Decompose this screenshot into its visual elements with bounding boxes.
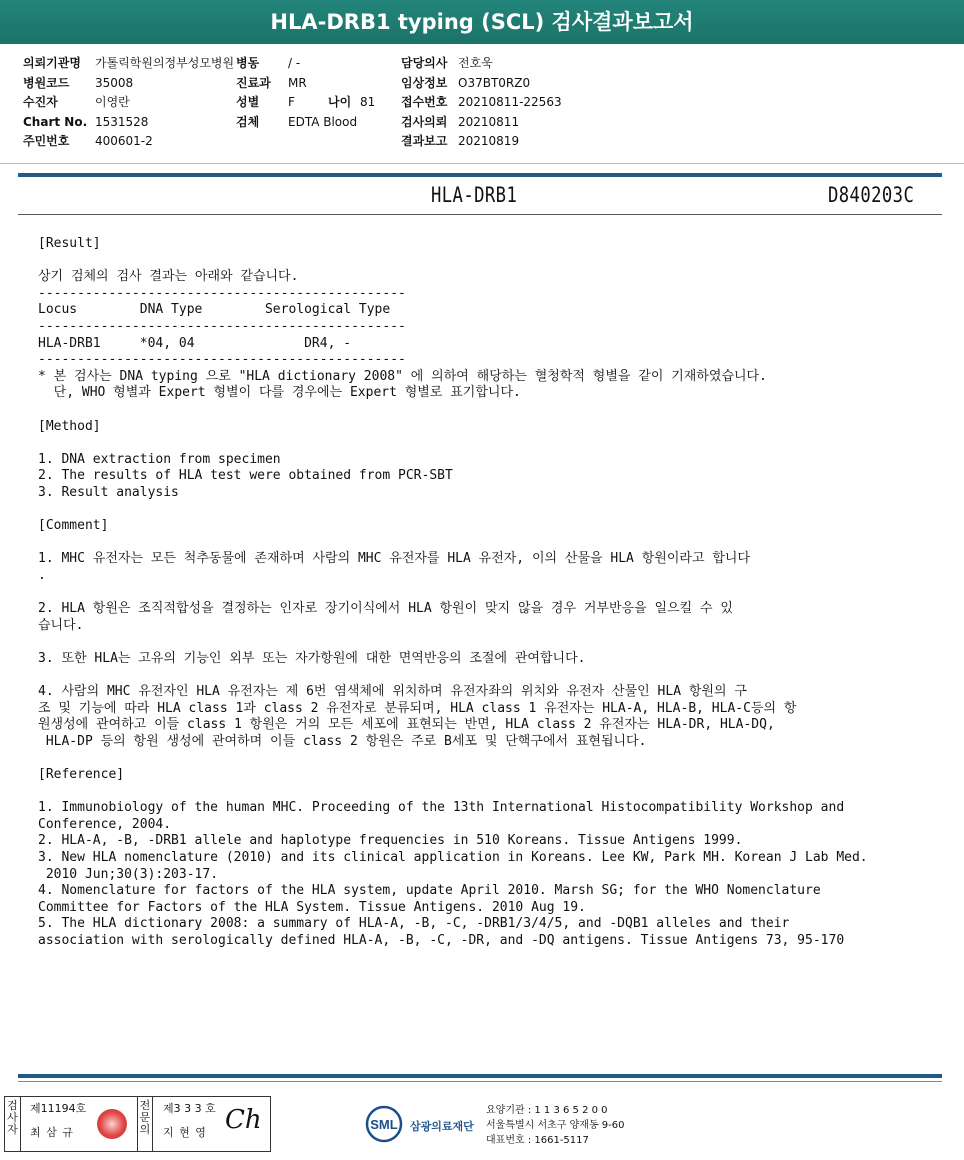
info-row-accession-no xyxy=(401,93,562,113)
info-row-specimen xyxy=(236,113,375,133)
info-row-ward xyxy=(236,54,375,74)
tester-license: 제11194호 xyxy=(30,1102,87,1115)
info-value: 전호욱 xyxy=(458,56,493,70)
specialist-label xyxy=(137,1097,153,1151)
info-value: MR xyxy=(288,75,307,90)
tester-label-text: 검사자 xyxy=(7,1099,18,1136)
info-value: / - xyxy=(288,56,301,70)
info-value: 20210811 xyxy=(458,114,520,129)
info-label: 수진자 xyxy=(23,95,58,109)
report-body: [Result] 상기 검체의 검사 결과는 아래와 같습니다. ----------------------------------------------- Locus DNA Type Serological Type ----------------------------------------------- HLA-DRB1 *04, 04 DR4, - ----------------------------------------------- * 본 검사는 DNA typing 으로 "HLA dictionary 2008" 에 의하여 해당하는 혈청학적 형별을 같이 기재하였습니다. 단, WHO 형별과 Expert 형별이 다를 경우에는 Expert 형별로 표기합니다. [Method] 1. DNA extraction from specimen 2. The results of HLA test were obtained from PCR-SBT 3. Result analysis [Comment] 1. MHC 유전자는 모든 척추동물에 존재하며 사람의 MHC 유전자를 HLA 유전자, 이의 산물을 HLA 항원이라고 합니다 . 2. HLA 항원은 조직적합성을 결정하는 인자로 장기이식에서 HLA 항원이 맞지 않을 경우 거부반응을 일으킬 수 있 습니다. 3. 또한 HLA는 고유의 기능인 외부 또는 자가항원에 대한 면역반응의 조절에 관여합니다. 4. 사람의 MHC 유전자인 HLA 유전자는 제 6번 염색체에 위치하며 유전자좌의 위치와 유전자 산물인 HLA 항원의 구 조 및 기능에 따라 HLA class 1과 class 2 유전자로 분류되며, HLA class 1 유전자는 HLA-A, HLA-B, HLA-C등의 항 원생성에 관여하고 이들 class 1 항원은 거의 모든 세포에 표현되는 반면, HLA class 2 유전자는 HLA-DR, HLA-DQ, HLA-DP 등의 항원 생성에 관여하며 이들 class 2 항원은 주로 B세포 및 단핵구에서 표현됩니다. [Reference] 1. Immunobiology of the human MHC. Proceeding of the 13th International Histocompatibility Workshop and Conference, 2004. 2. HLA-A, -B, -DRB1 allele and haplotype frequencies in 510 Koreans. Tissue Antigens 1999. 3. New HLA nomenclature (2010) and its clinical application in Koreans. Lee KW, Park MH. Korean J Lab Med. 2010 Jun;30(3):203-17. 4. Nomenclature for factors of the HLA system, update April 2010. Marsh SG; for the WHO Nomenclature Committee for Factors of the HLA System. Tissue Antigens. 2010 Aug 19. 5. The HLA dictionary 2008: a summary of HLA-A, -B, -C, -DRB1/3/4/5, and -DQB1 alleles and their association with serologically defined HLA-A, -B, -C, -DR, and -DQ antigens. Tissue Antigens 73, 95-170 xyxy=(38,236,868,948)
age-label: 나이 xyxy=(328,95,352,109)
info-value: 1531528 xyxy=(95,114,149,129)
specialist-license: 제3 3 3 호 xyxy=(163,1102,216,1115)
signature-box xyxy=(4,1096,271,1152)
info-label: 성별 xyxy=(236,95,260,109)
info-value: 400601-2 xyxy=(95,134,153,148)
info-row-request-date xyxy=(401,113,562,133)
report-test-name: HLA-DRB1 xyxy=(431,183,518,207)
info-value: O37BT0RZ0 xyxy=(458,75,531,90)
info-separator xyxy=(0,163,964,164)
info-label: 병동 xyxy=(236,56,260,70)
report-title: HLA-DRB1 typing (SCL) 검사결과보고서 xyxy=(270,10,694,34)
report-title-banner xyxy=(0,0,964,44)
info-label: 임상정보 xyxy=(401,75,448,90)
info-label: 접수번호 xyxy=(401,95,448,109)
info-row-report-date xyxy=(401,132,562,152)
info-column-3 xyxy=(401,54,562,152)
info-row-requesting-institution xyxy=(23,54,234,74)
info-label: 결과보고 xyxy=(401,134,448,148)
info-label: 진료과 xyxy=(236,75,271,90)
info-row-chart-no xyxy=(23,113,234,133)
info-row-clinical-info xyxy=(401,74,562,94)
info-row-department xyxy=(236,74,375,94)
seal-stamp-icon xyxy=(97,1109,127,1139)
specialist-label-text: 전문의 xyxy=(139,1099,151,1136)
info-row-doctor xyxy=(401,54,562,74)
address-line: 서울특별시 서초구 양재동 9-60 xyxy=(486,1120,625,1131)
info-value: F xyxy=(288,95,295,109)
signature: Ch xyxy=(225,1105,262,1135)
info-row-patient-name xyxy=(23,93,234,113)
info-label: 의뢰기관명 xyxy=(23,56,81,70)
info-label: 담당의사 xyxy=(401,56,448,70)
report-bottom-rule xyxy=(18,1074,942,1078)
sml-logo-icon xyxy=(364,1104,404,1144)
tester-name: 최 삼 규 xyxy=(30,1126,74,1139)
report-bottom-thin-rule xyxy=(18,1081,942,1082)
info-label: 검체 xyxy=(236,114,260,129)
org-address xyxy=(486,1103,625,1148)
logo-text: SML xyxy=(370,1117,398,1132)
info-row-resident-no xyxy=(23,132,234,152)
info-column-1 xyxy=(23,54,234,152)
report-header-underline xyxy=(18,214,942,215)
info-value: 가톨릭학원의정부성모병원 xyxy=(95,56,235,70)
info-value: 20210819 xyxy=(458,134,520,148)
report-test-code: D840203C xyxy=(828,183,915,207)
info-value: 35008 xyxy=(95,75,134,90)
org-name: 삼광의료재단 xyxy=(410,1120,474,1133)
address-line: 대표번호 : 1661-5117 xyxy=(486,1135,589,1146)
age-value: 81 xyxy=(360,95,376,109)
info-value: 20210811-22563 xyxy=(458,95,562,109)
info-value: 이영란 xyxy=(95,95,130,109)
info-label: 검사의뢰 xyxy=(401,114,448,129)
info-value: EDTA Blood xyxy=(288,114,358,129)
tester-label xyxy=(5,1097,21,1151)
info-label: 주민번호 xyxy=(23,134,70,148)
info-label: 병원코드 xyxy=(23,75,70,90)
info-row-sex-age xyxy=(236,93,375,113)
report-top-rule xyxy=(18,173,942,177)
info-label: Chart No. xyxy=(23,114,88,129)
specialist-name: 지 현 영 xyxy=(163,1126,207,1139)
info-column-2 xyxy=(236,54,375,132)
info-row-hospital-code xyxy=(23,74,234,94)
address-line: 요양기관 : 1 1 3 6 5 2 0 0 xyxy=(486,1105,608,1116)
